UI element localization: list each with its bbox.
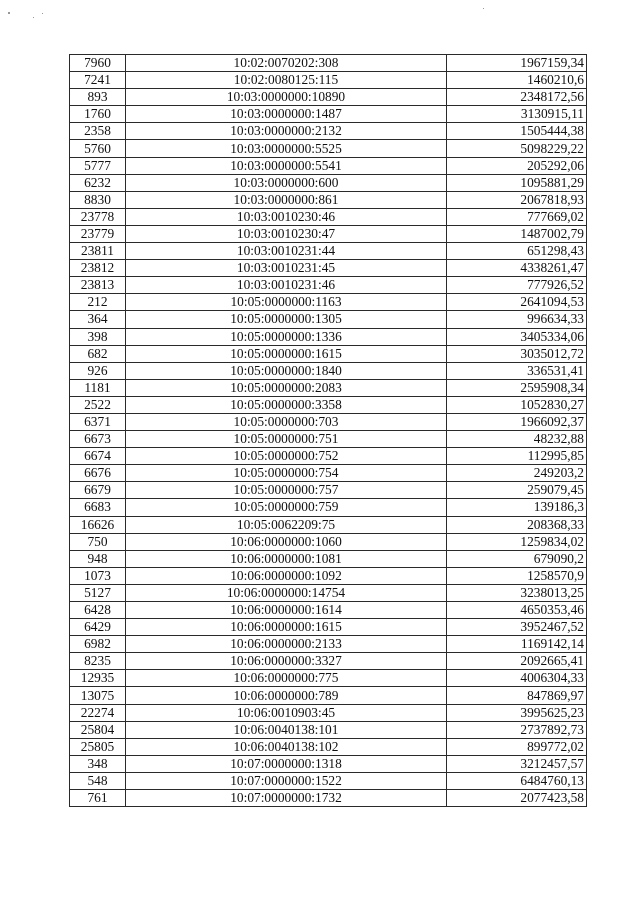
row-number-cell: 948 bbox=[70, 550, 126, 567]
row-number-cell: 6674 bbox=[70, 448, 126, 465]
value-cell: 1095881,29 bbox=[447, 174, 587, 191]
table-row bbox=[70, 704, 587, 721]
row-number-cell: 23811 bbox=[70, 243, 126, 260]
table-row bbox=[70, 772, 587, 789]
cadastral-number-cell: 10:06:0000000:789 bbox=[126, 687, 447, 704]
value-cell: 139186,3 bbox=[447, 499, 587, 516]
table-row bbox=[70, 465, 587, 482]
table-row bbox=[70, 755, 587, 772]
row-number-cell: 6676 bbox=[70, 465, 126, 482]
value-cell: 1967159,34 bbox=[447, 55, 587, 72]
cadastral-number-cell: 10:03:0000000:5541 bbox=[126, 157, 447, 174]
row-number-cell: 212 bbox=[70, 294, 126, 311]
cadastral-number-cell: 10:05:0000000:754 bbox=[126, 465, 447, 482]
row-number-cell: 2522 bbox=[70, 396, 126, 413]
value-cell: 3995625,23 bbox=[447, 704, 587, 721]
table-row bbox=[70, 653, 587, 670]
table-row bbox=[70, 636, 587, 653]
cadastral-number-cell: 10:03:0000000:861 bbox=[126, 191, 447, 208]
value-cell: 1258570,9 bbox=[447, 567, 587, 584]
table-row bbox=[70, 243, 587, 260]
table-row bbox=[70, 191, 587, 208]
cadastral-number-cell: 10:07:0000000:1732 bbox=[126, 790, 447, 807]
row-number-cell: 926 bbox=[70, 362, 126, 379]
table-row bbox=[70, 72, 587, 89]
scan-speck bbox=[42, 13, 43, 14]
value-cell: 3405334,06 bbox=[447, 328, 587, 345]
row-number-cell: 761 bbox=[70, 790, 126, 807]
table-row bbox=[70, 533, 587, 550]
row-number-cell: 23778 bbox=[70, 208, 126, 225]
table-row bbox=[70, 89, 587, 106]
cadastral-number-cell: 10:05:0000000:1840 bbox=[126, 362, 447, 379]
row-number-cell: 8830 bbox=[70, 191, 126, 208]
cadastral-number-cell: 10:06:0010903:45 bbox=[126, 704, 447, 721]
cadastral-number-cell: 10:06:0000000:3327 bbox=[126, 653, 447, 670]
table-row bbox=[70, 123, 587, 140]
value-cell: 5098229,22 bbox=[447, 140, 587, 157]
row-number-cell: 6428 bbox=[70, 602, 126, 619]
table-row bbox=[70, 208, 587, 225]
table-row bbox=[70, 790, 587, 807]
row-number-cell: 750 bbox=[70, 533, 126, 550]
cadastral-number-cell: 10:03:0010230:47 bbox=[126, 225, 447, 242]
value-cell: 112995,85 bbox=[447, 448, 587, 465]
cadastral-number-cell: 10:06:0000000:775 bbox=[126, 670, 447, 687]
table-row bbox=[70, 362, 587, 379]
value-cell: 899772,02 bbox=[447, 738, 587, 755]
value-cell: 249203,2 bbox=[447, 465, 587, 482]
row-number-cell: 23779 bbox=[70, 225, 126, 242]
table-row bbox=[70, 157, 587, 174]
row-number-cell: 348 bbox=[70, 755, 126, 772]
table-row bbox=[70, 396, 587, 413]
value-cell: 3238013,25 bbox=[447, 584, 587, 601]
table-row bbox=[70, 499, 587, 516]
value-cell: 777669,02 bbox=[447, 208, 587, 225]
row-number-cell: 6429 bbox=[70, 619, 126, 636]
table-row bbox=[70, 721, 587, 738]
table-row bbox=[70, 294, 587, 311]
cadastral-number-cell: 10:06:0040138:101 bbox=[126, 721, 447, 738]
value-cell: 205292,06 bbox=[447, 157, 587, 174]
cadastral-number-cell: 10:06:0000000:1092 bbox=[126, 567, 447, 584]
row-number-cell: 6673 bbox=[70, 431, 126, 448]
cadastral-number-cell: 10:03:0010230:46 bbox=[126, 208, 447, 225]
value-cell: 1966092,37 bbox=[447, 413, 587, 430]
row-number-cell: 22274 bbox=[70, 704, 126, 721]
value-cell: 4338261,47 bbox=[447, 260, 587, 277]
value-cell: 1259834,02 bbox=[447, 533, 587, 550]
cadastral-number-cell: 10:05:0000000:1336 bbox=[126, 328, 447, 345]
cadastral-number-cell: 10:05:0000000:3358 bbox=[126, 396, 447, 413]
row-number-cell: 398 bbox=[70, 328, 126, 345]
row-number-cell: 6683 bbox=[70, 499, 126, 516]
table-row bbox=[70, 328, 587, 345]
value-cell: 4006304,33 bbox=[447, 670, 587, 687]
table-row bbox=[70, 687, 587, 704]
value-cell: 1487002,79 bbox=[447, 225, 587, 242]
row-number-cell: 6371 bbox=[70, 413, 126, 430]
row-number-cell: 5760 bbox=[70, 140, 126, 157]
cadastral-number-cell: 10:06:0000000:1614 bbox=[126, 602, 447, 619]
cadastral-number-cell: 10:07:0000000:1318 bbox=[126, 755, 447, 772]
table-row bbox=[70, 55, 587, 72]
row-number-cell: 5777 bbox=[70, 157, 126, 174]
row-number-cell: 682 bbox=[70, 345, 126, 362]
row-number-cell: 364 bbox=[70, 311, 126, 328]
row-number-cell: 23812 bbox=[70, 260, 126, 277]
row-number-cell: 1760 bbox=[70, 106, 126, 123]
table-row bbox=[70, 225, 587, 242]
value-cell: 2092665,41 bbox=[447, 653, 587, 670]
value-cell: 48232,88 bbox=[447, 431, 587, 448]
row-number-cell: 548 bbox=[70, 772, 126, 789]
cadastral-number-cell: 10:05:0000000:757 bbox=[126, 482, 447, 499]
cadastral-number-cell: 10:03:0000000:600 bbox=[126, 174, 447, 191]
value-cell: 679090,2 bbox=[447, 550, 587, 567]
row-number-cell: 2358 bbox=[70, 123, 126, 140]
cadastral-number-cell: 10:06:0040138:102 bbox=[126, 738, 447, 755]
table-row bbox=[70, 482, 587, 499]
row-number-cell: 13075 bbox=[70, 687, 126, 704]
cadastral-number-cell: 10:05:0000000:2083 bbox=[126, 379, 447, 396]
table-row bbox=[70, 277, 587, 294]
value-cell: 2737892,73 bbox=[447, 721, 587, 738]
table-body bbox=[70, 55, 587, 807]
value-cell: 3035012,72 bbox=[447, 345, 587, 362]
cadastral-number-cell: 10:03:0010231:46 bbox=[126, 277, 447, 294]
cadastral-number-cell: 10:06:0000000:2133 bbox=[126, 636, 447, 653]
table-row bbox=[70, 567, 587, 584]
cadastral-number-cell: 10:06:0000000:14754 bbox=[126, 584, 447, 601]
value-cell: 2348172,56 bbox=[447, 89, 587, 106]
cadastral-number-cell: 10:03:0000000:1487 bbox=[126, 106, 447, 123]
cadastral-number-cell: 10:02:0080125:115 bbox=[126, 72, 447, 89]
row-number-cell: 25805 bbox=[70, 738, 126, 755]
value-cell: 4650353,46 bbox=[447, 602, 587, 619]
cadastral-number-cell: 10:05:0000000:703 bbox=[126, 413, 447, 430]
row-number-cell: 1073 bbox=[70, 567, 126, 584]
table-row bbox=[70, 140, 587, 157]
value-cell: 3130915,11 bbox=[447, 106, 587, 123]
cadastral-number-cell: 10:05:0000000:751 bbox=[126, 431, 447, 448]
row-number-cell: 7960 bbox=[70, 55, 126, 72]
scan-speck bbox=[483, 8, 484, 9]
cadastral-number-cell: 10:05:0000000:1305 bbox=[126, 311, 447, 328]
row-number-cell: 16626 bbox=[70, 516, 126, 533]
cadastral-number-cell: 10:06:0000000:1060 bbox=[126, 533, 447, 550]
table-row bbox=[70, 619, 587, 636]
table-row bbox=[70, 602, 587, 619]
table-row bbox=[70, 516, 587, 533]
cadastral-number-cell: 10:05:0000000:1163 bbox=[126, 294, 447, 311]
value-cell: 259079,45 bbox=[447, 482, 587, 499]
row-number-cell: 6232 bbox=[70, 174, 126, 191]
cadastral-number-cell: 10:05:0062209:75 bbox=[126, 516, 447, 533]
cadastral-number-cell: 10:03:0000000:2132 bbox=[126, 123, 447, 140]
value-cell: 1460210,6 bbox=[447, 72, 587, 89]
value-cell: 3212457,57 bbox=[447, 755, 587, 772]
cadastral-number-cell: 10:05:0000000:1615 bbox=[126, 345, 447, 362]
table-row bbox=[70, 413, 587, 430]
value-cell: 2641094,53 bbox=[447, 294, 587, 311]
table-row bbox=[70, 550, 587, 567]
table-row bbox=[70, 260, 587, 277]
cadastral-number-cell: 10:02:0070202:308 bbox=[126, 55, 447, 72]
cadastral-number-cell: 10:05:0000000:759 bbox=[126, 499, 447, 516]
value-cell: 2067818,93 bbox=[447, 191, 587, 208]
row-number-cell: 12935 bbox=[70, 670, 126, 687]
value-cell: 208368,33 bbox=[447, 516, 587, 533]
row-number-cell: 6679 bbox=[70, 482, 126, 499]
cadastral-number-cell: 10:06:0000000:1615 bbox=[126, 619, 447, 636]
row-number-cell: 893 bbox=[70, 89, 126, 106]
cadastral-number-cell: 10:03:0010231:44 bbox=[126, 243, 447, 260]
value-cell: 6484760,13 bbox=[447, 772, 587, 789]
cadastral-number-cell: 10:06:0000000:1081 bbox=[126, 550, 447, 567]
row-number-cell: 7241 bbox=[70, 72, 126, 89]
value-cell: 847869,97 bbox=[447, 687, 587, 704]
table-row bbox=[70, 174, 587, 191]
cadastral-number-cell: 10:03:0000000:10890 bbox=[126, 89, 447, 106]
scan-speck bbox=[8, 12, 10, 14]
row-number-cell: 6982 bbox=[70, 636, 126, 653]
table-row bbox=[70, 345, 587, 362]
cadastral-value-table bbox=[69, 54, 587, 807]
value-cell: 1169142,14 bbox=[447, 636, 587, 653]
scan-speck bbox=[33, 17, 34, 18]
table-row bbox=[70, 670, 587, 687]
table-row bbox=[70, 379, 587, 396]
value-cell: 996634,33 bbox=[447, 311, 587, 328]
value-cell: 1505444,38 bbox=[447, 123, 587, 140]
row-number-cell: 1181 bbox=[70, 379, 126, 396]
row-number-cell: 23813 bbox=[70, 277, 126, 294]
cadastral-number-cell: 10:07:0000000:1522 bbox=[126, 772, 447, 789]
cadastral-number-cell: 10:05:0000000:752 bbox=[126, 448, 447, 465]
value-cell: 1052830,27 bbox=[447, 396, 587, 413]
table-row bbox=[70, 106, 587, 123]
table-row bbox=[70, 448, 587, 465]
row-number-cell: 8235 bbox=[70, 653, 126, 670]
cadastral-number-cell: 10:03:0000000:5525 bbox=[126, 140, 447, 157]
value-cell: 3952467,52 bbox=[447, 619, 587, 636]
row-number-cell: 5127 bbox=[70, 584, 126, 601]
value-cell: 777926,52 bbox=[447, 277, 587, 294]
table-row bbox=[70, 311, 587, 328]
value-cell: 336531,41 bbox=[447, 362, 587, 379]
value-cell: 2595908,34 bbox=[447, 379, 587, 396]
table-row bbox=[70, 431, 587, 448]
row-number-cell: 25804 bbox=[70, 721, 126, 738]
value-cell: 651298,43 bbox=[447, 243, 587, 260]
table-row bbox=[70, 584, 587, 601]
cadastral-number-cell: 10:03:0010231:45 bbox=[126, 260, 447, 277]
value-cell: 2077423,58 bbox=[447, 790, 587, 807]
table-row bbox=[70, 738, 587, 755]
